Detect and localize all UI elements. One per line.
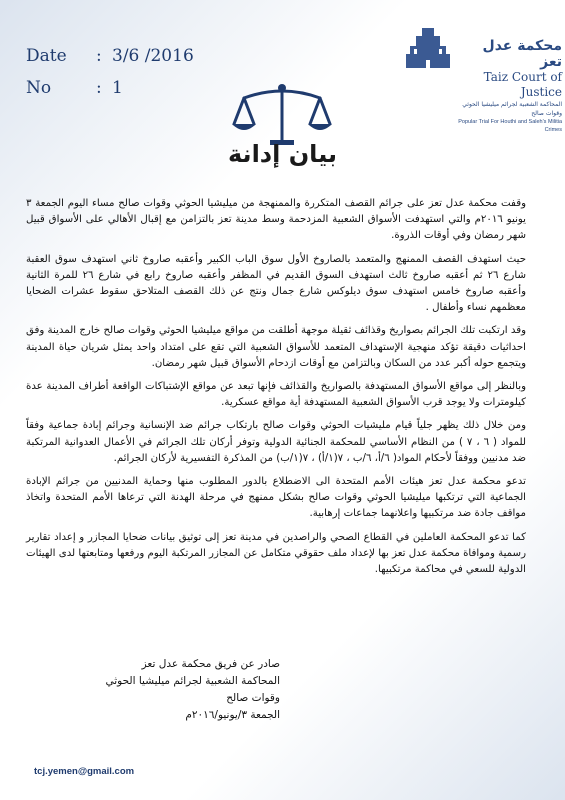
- paragraph-7: كما تدعو المحكمة العاملين في القطاع الصحي والراصدين في مدينة تعز إلى توثيق بيانات ضحايا المجازر و إعداد تقارير رسمية وموافاة محكمة عدل تعز بها لإعداد ملف حقوقي متكامل عن المجازر المرتكبة اليوم ورفعها ومتابعتها لدى الهيئات الدولية للسعي في محاكمة مرتكبيها.: [26, 531, 526, 576]
- statement-body: [26, 196, 526, 585]
- signature-line-date: الجمعة ٣/يونيو/٢٠١٦م: [185, 709, 280, 721]
- date-row: [26, 40, 194, 72]
- contact-email: tcj.yemen@gmail.com: [34, 766, 135, 777]
- number-row: [26, 72, 194, 104]
- signature-line-trial: المحاكمة الشعبية لجرائم ميليشيا الحوثي وقوات صالح: [105, 675, 280, 704]
- paragraph-1: وقفت محكمة عدل تعز على جرائم القصف المتكررة والممنهجة من ميليشيا الحوثي وقوات صالح مساء اليوم الجمعة ٣ يونيو ٢٠١٦م والتي استهدفت الأسواق الشعبية المزدحمة وسط مدينة تعز بالتزامن مع إقبال الأهالي على الأسواق قبيل شهر رمضان وفي أوقات الذروة.: [26, 198, 527, 242]
- date-number-block: [26, 40, 194, 104]
- paragraph-2: حيث استهدف القصف الممنهج والمتعمد بالصاروخ الأول سوق الباب الكبير وأعقبه صاروخ ثاني استهدف سوق العقبة شارع ٢٦ ثم أعقبه صاروخ ثالث استهدف السوق القديم في المظفر وأعقبه صاروخ رابع في شارع ٢٦ للمرة الثانية وأعقبه صاروخ خامس استهدف سوق ديلوكس شارع جمال ونتج عن ذلك القصف المتلاحق سقوط عشرات الضحايا معظمهم نساء وأطفال .: [26, 253, 526, 314]
- paragraph-5: ومن خلال ذلك يظهر جلياً قيام مليشيات الحوثي وقوات صالح بارتكاب جرائم ضد الإنسانية وجرائم إبادة جماعية وفقاً للمواد ( ٦ ، ٧ ) من النظام الأساسي للمحكمة الجنائية الدولية وتوفر أركان تلك الجرائم في الأعمال العدوانية المرتكبة ضد مدنيين ووفقاً لأحكام المواد( ٦/أ، ٦/ب ، ٧(١/أ) ، ٧(١/ب) من المذكرة التفسيرية لأركان الجرائم.: [26, 420, 526, 464]
- court-logo: [400, 18, 562, 133]
- paragraph-4: وبالنظر إلى مواقع الأسواق المستهدفة بالصواريخ والقذائف فإنها تبعد عن مواقع الإشتباكات الواقعة أطراف المدينة عدة كيلومترات ولا يوجد قرب الأسواق الشعبية المستهدفة أية مواقع عسكرية.: [26, 381, 526, 409]
- logo-arabic-subtitle: المحاكمة الشعبية لجرائم ميليشيا الحوثي وقوات صالح: [462, 101, 562, 117]
- signature-block: [80, 656, 280, 724]
- paragraph-6: تدعو محكمة عدل تعز هيئات الأمم المتحدة الى الاضطلاع بالدور المطلوب منها وحماية المدنيين من جرائم الإبادة الجماعية التي ترتكبها ميليشيا الحوثي وقوات صالح بشكل ممنهج في مرحلة الهدنة التي ترعاها الأمم المتحدة واتخاذ مواقف جادة ضد مرتكبيها واعلانهما جماعات إرهابية.: [26, 476, 526, 520]
- castle-emblem-icon: [400, 18, 456, 98]
- date-value: 3/6 /2016: [112, 46, 194, 66]
- logo-arabic-name: محكمة عدل تعز: [482, 38, 562, 70]
- date-colon: :: [96, 46, 102, 66]
- number-colon: :: [96, 78, 102, 98]
- paragraph-3: وقد ارتكبت تلك الجرائم بصواريخ وقذائف ثقيلة موجهة أطلقت من مواقع ميليشيا الحوثي وقوات صالح خارج المدينة وفق احداثيات دقيقة تؤكد منهجية الإستهداف المتعمد للأسواق الشعبية التي تقع على امتداد واحد يمثل شريان حياة المدينة ويتجمع حوله أكبر عدد من السكان وبالتزامن مع أوقات ازدحام الأسواق قبيل شهر رمضان.: [26, 325, 526, 369]
- statement-title: بيان إدانة: [228, 140, 337, 168]
- date-label: Date: [26, 46, 67, 66]
- logo-text: [458, 38, 562, 134]
- number-value: 1: [112, 78, 123, 98]
- signature-line-issuer: صادر عن فريق محكمة عدل تعز: [141, 658, 280, 670]
- logo-english-name: Taiz Court of Justice: [483, 70, 562, 99]
- logo-english-subtitle: Popular Trial For Houthi and Saleh's Militia Crimes: [458, 119, 562, 133]
- number-label: No: [26, 78, 52, 98]
